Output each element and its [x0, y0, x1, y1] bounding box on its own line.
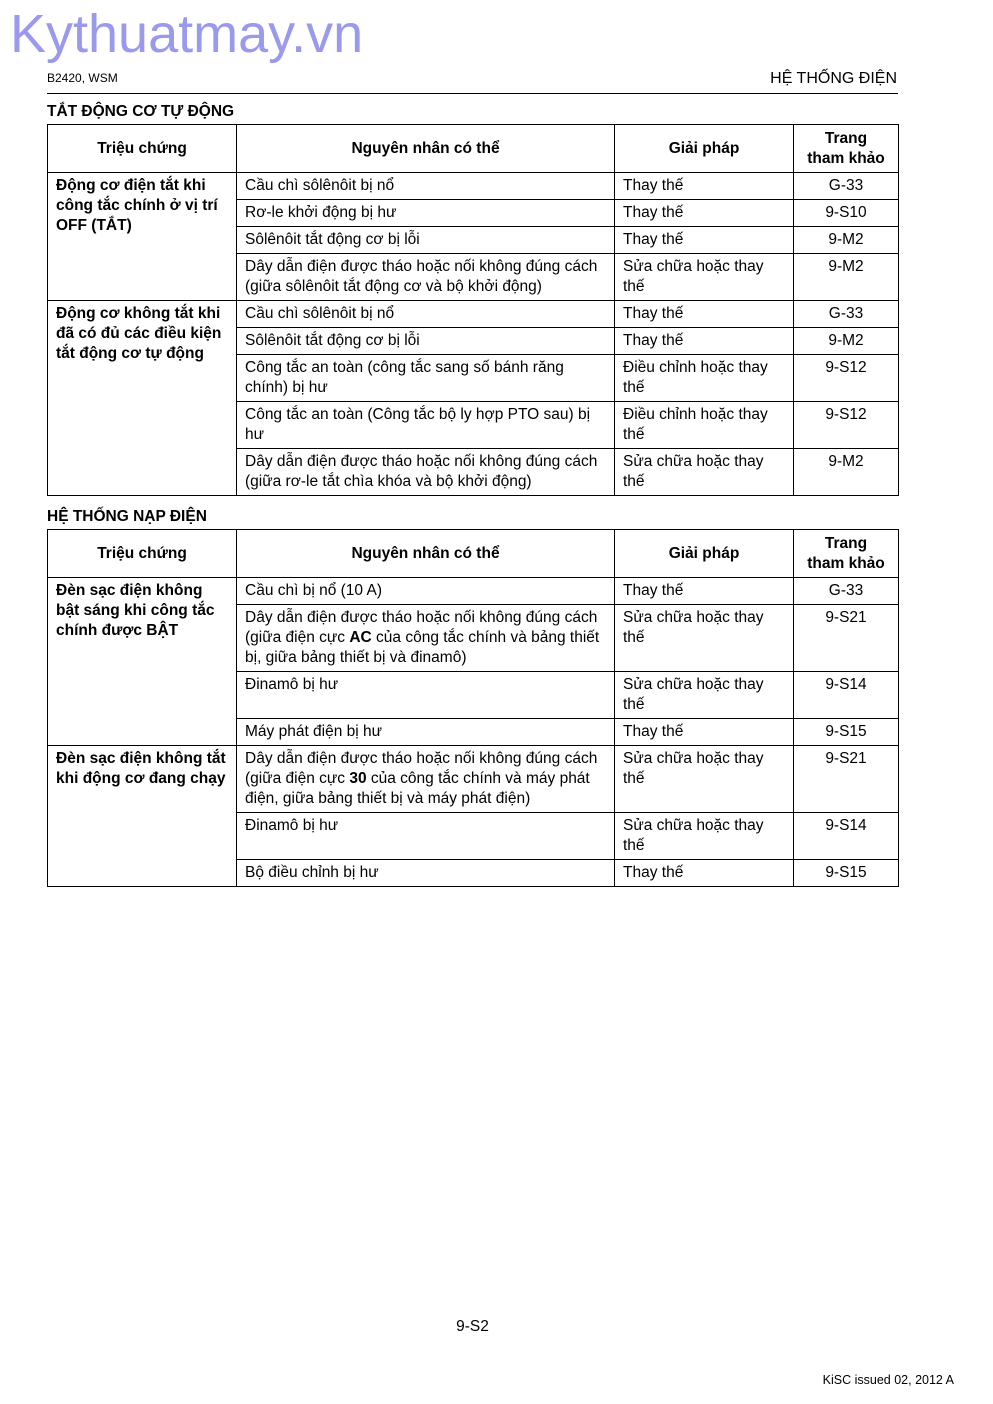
table-row	[48, 173, 899, 200]
reference-cell: 9-S15	[794, 719, 899, 746]
cause-cell: Rơ-le khởi động bị hư	[237, 200, 615, 227]
col-header-reference	[794, 530, 899, 578]
solution-cell: Thay thế	[615, 227, 794, 254]
cause-text: Dây dẫn điện được tháo hoặc nối không đúng cách (giữa điện cực	[245, 750, 598, 787]
solution-cell: Thay thế	[615, 860, 794, 887]
solution-cell: Điều chỉnh hoặc thay thế	[615, 355, 794, 402]
cause-cell: Cầu chì sôlênôit bị nổ	[237, 173, 615, 200]
symptom-cell: Động cơ không tắt khi đã có đủ các điều kiện tắt động cơ tự động	[48, 301, 237, 496]
cause-cell: Đinamô bị hư	[237, 672, 615, 719]
model-label: B2420, WSM	[47, 71, 118, 85]
solution-cell: Thay thế	[615, 200, 794, 227]
cause-cell: Sôlênôit tắt động cơ bị lỗi	[237, 227, 615, 254]
reference-cell: 9-S12	[794, 355, 899, 402]
reference-cell: G-33	[794, 173, 899, 200]
cause-cell: Sôlênôit tắt động cơ bị lỗi	[237, 328, 615, 355]
reference-cell: 9-M2	[794, 227, 899, 254]
troubleshoot-table-charging	[47, 529, 899, 887]
reference-cell: 9-S12	[794, 402, 899, 449]
cause-cell: Máy phát điện bị hư	[237, 719, 615, 746]
reference-cell: 9-S14	[794, 813, 899, 860]
solution-cell: Sửa chữa hoặc thay thế	[615, 813, 794, 860]
col-header-ref-line2: tham khảo	[807, 554, 885, 572]
cause-cell: Dây dẫn điện được tháo hoặc nối không đúng cách (giữa sôlênôit tắt động cơ và bộ khởi động)	[237, 254, 615, 301]
section-title-charging-system: HỆ THỐNG NẠP ĐIỆN	[47, 508, 207, 525]
table-header-row	[48, 125, 899, 173]
solution-cell: Thay thế	[615, 578, 794, 605]
col-header-ref-line1: Trang	[824, 534, 868, 552]
solution-cell: Sửa chữa hoặc thay thế	[615, 672, 794, 719]
cause-cell: Dây dẫn điện được tháo hoặc nối không đúng cách (giữa rơ-le tắt chìa khóa và bộ khởi động)	[237, 449, 615, 496]
col-header-cause: Nguyên nhân có thể	[237, 530, 615, 578]
troubleshoot-table-auto-stop	[47, 124, 899, 496]
reference-cell: 9-S15	[794, 860, 899, 887]
cause-cell	[237, 746, 615, 813]
col-header-ref-line2: tham khảo	[807, 149, 885, 167]
table-row	[48, 746, 899, 813]
solution-cell: Sửa chữa hoặc thay thế	[615, 746, 794, 813]
col-header-cause: Nguyên nhân có thể	[237, 125, 615, 173]
cause-text: của công tắc chính và máy phát điện, giữa bảng thiết bị và máy phát điện)	[245, 770, 590, 807]
cause-cell: Công tắc an toàn (công tắc sang số bánh răng chính) bị hư	[237, 355, 615, 402]
terminal-label: 30	[349, 770, 367, 787]
solution-cell: Sửa chữa hoặc thay thế	[615, 605, 794, 672]
reference-cell: 9-S21	[794, 746, 899, 813]
col-header-solution: Giải pháp	[615, 125, 794, 173]
reference-cell: 9-S21	[794, 605, 899, 672]
watermark-logo: Kythuatmay.vn	[10, 4, 364, 64]
solution-cell: Sửa chữa hoặc thay thế	[615, 449, 794, 496]
reference-cell: G-33	[794, 578, 899, 605]
symptom-cell: Động cơ điện tắt khi công tắc chính ở vị trí OFF (TẮT)	[48, 173, 237, 301]
reference-cell: 9-S10	[794, 200, 899, 227]
reference-cell: 9-S14	[794, 672, 899, 719]
terminal-label: AC	[349, 629, 372, 646]
solution-cell: Thay thế	[615, 328, 794, 355]
reference-cell: G-33	[794, 301, 899, 328]
reference-cell: 9-M2	[794, 449, 899, 496]
reference-cell: 9-M2	[794, 254, 899, 301]
solution-cell: Thay thế	[615, 301, 794, 328]
page-number: 9-S2	[456, 1318, 489, 1335]
table-header-row	[48, 530, 899, 578]
solution-cell: Thay thế	[615, 173, 794, 200]
chapter-title: HỆ THỐNG ĐIỆN	[770, 70, 897, 87]
col-header-ref-line1: Trang	[824, 129, 868, 147]
issue-note: KiSC issued 02, 2012 A	[822, 1373, 954, 1387]
solution-cell: Thay thế	[615, 719, 794, 746]
col-header-symptom: Triệu chứng	[48, 125, 237, 173]
section-title-auto-stop: TẮT ĐỘNG CƠ TỰ ĐỘNG	[47, 103, 235, 120]
cause-text: Dây dẫn điện được tháo hoặc nối không đúng cách (giữa điện cực	[245, 609, 598, 646]
cause-cell	[237, 605, 615, 672]
reference-cell: 9-M2	[794, 328, 899, 355]
cause-cell: Đinamô bị hư	[237, 813, 615, 860]
symptom-cell: Đèn sạc điện không bật sáng khi công tắc chính được BẬT	[48, 578, 237, 746]
col-header-reference	[794, 125, 899, 173]
symptom-cell: Đèn sạc điện không tắt khi động cơ đang chạy	[48, 746, 237, 887]
table-row	[48, 578, 899, 605]
cause-cell: Cầu chì sôlênôit bị nổ	[237, 301, 615, 328]
cause-cell: Cầu chì bị nổ (10 A)	[237, 578, 615, 605]
col-header-solution: Giải pháp	[615, 530, 794, 578]
solution-cell: Sửa chữa hoặc thay thế	[615, 254, 794, 301]
cause-cell: Công tắc an toàn (Công tắc bộ ly hợp PTO sau) bị hư	[237, 402, 615, 449]
header-rule	[47, 93, 898, 94]
cause-cell: Bộ điều chỉnh bị hư	[237, 860, 615, 887]
table-row	[48, 301, 899, 328]
solution-cell: Điều chỉnh hoặc thay thế	[615, 402, 794, 449]
col-header-symptom: Triệu chứng	[48, 530, 237, 578]
cause-text: của công tắc chính và bảng thiết bị, giữa bảng thiết bị và đinamô)	[245, 629, 600, 666]
